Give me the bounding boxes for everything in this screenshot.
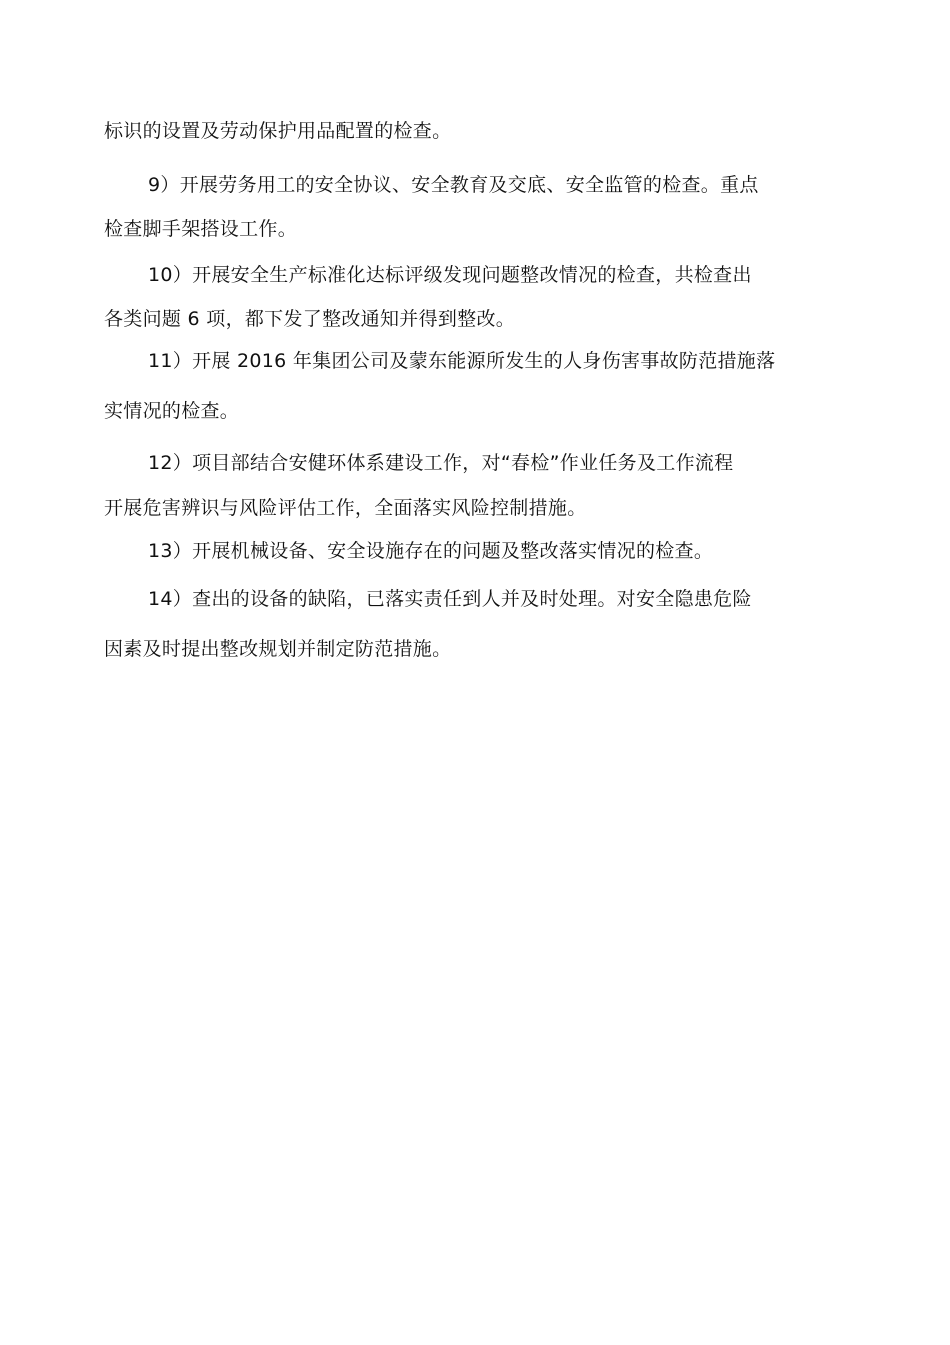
item-13-line: 13）开展机械设备、安全设施存在的问题及整改落实情况的检查。 [148,540,714,562]
item-14-line-2: 因素及时提出整改规划并制定防范措施。 [104,638,452,660]
item-10-line-1: 10）开展安全生产标准化达标评级发现问题整改情况的检查，共检查出 [148,264,752,286]
item-12-line-2: 开展危害辨识与风险评估工作，全面落实风险控制措施。 [104,497,587,519]
item-14-line-1: 14）查出的设备的缺陷，已落实责任到人并及时处理。对安全隐患危险 [148,588,752,610]
item-12-line-1: 12）项目部结合安健环体系建设工作，对“春检”作业任务及工作流程 [148,452,734,474]
item-9-line-1: 9）开展劳务用工的安全协议、安全教育及交底、安全监管的检查。重点 [148,174,759,196]
item-9-line-2: 检查脚手架搭设工作。 [104,218,298,240]
item-10-line-2: 各类问题 6 项，都下发了整改通知并得到整改。 [104,308,516,330]
text-line: 标识的设置及劳动保护用品配置的检查。 [104,120,452,142]
item-11-line-2: 实情况的检查。 [104,400,240,422]
item-11-line-1: 11）开展 2016 年集团公司及蒙东能源所发生的人身伤害事故防范措施落 [148,350,776,372]
